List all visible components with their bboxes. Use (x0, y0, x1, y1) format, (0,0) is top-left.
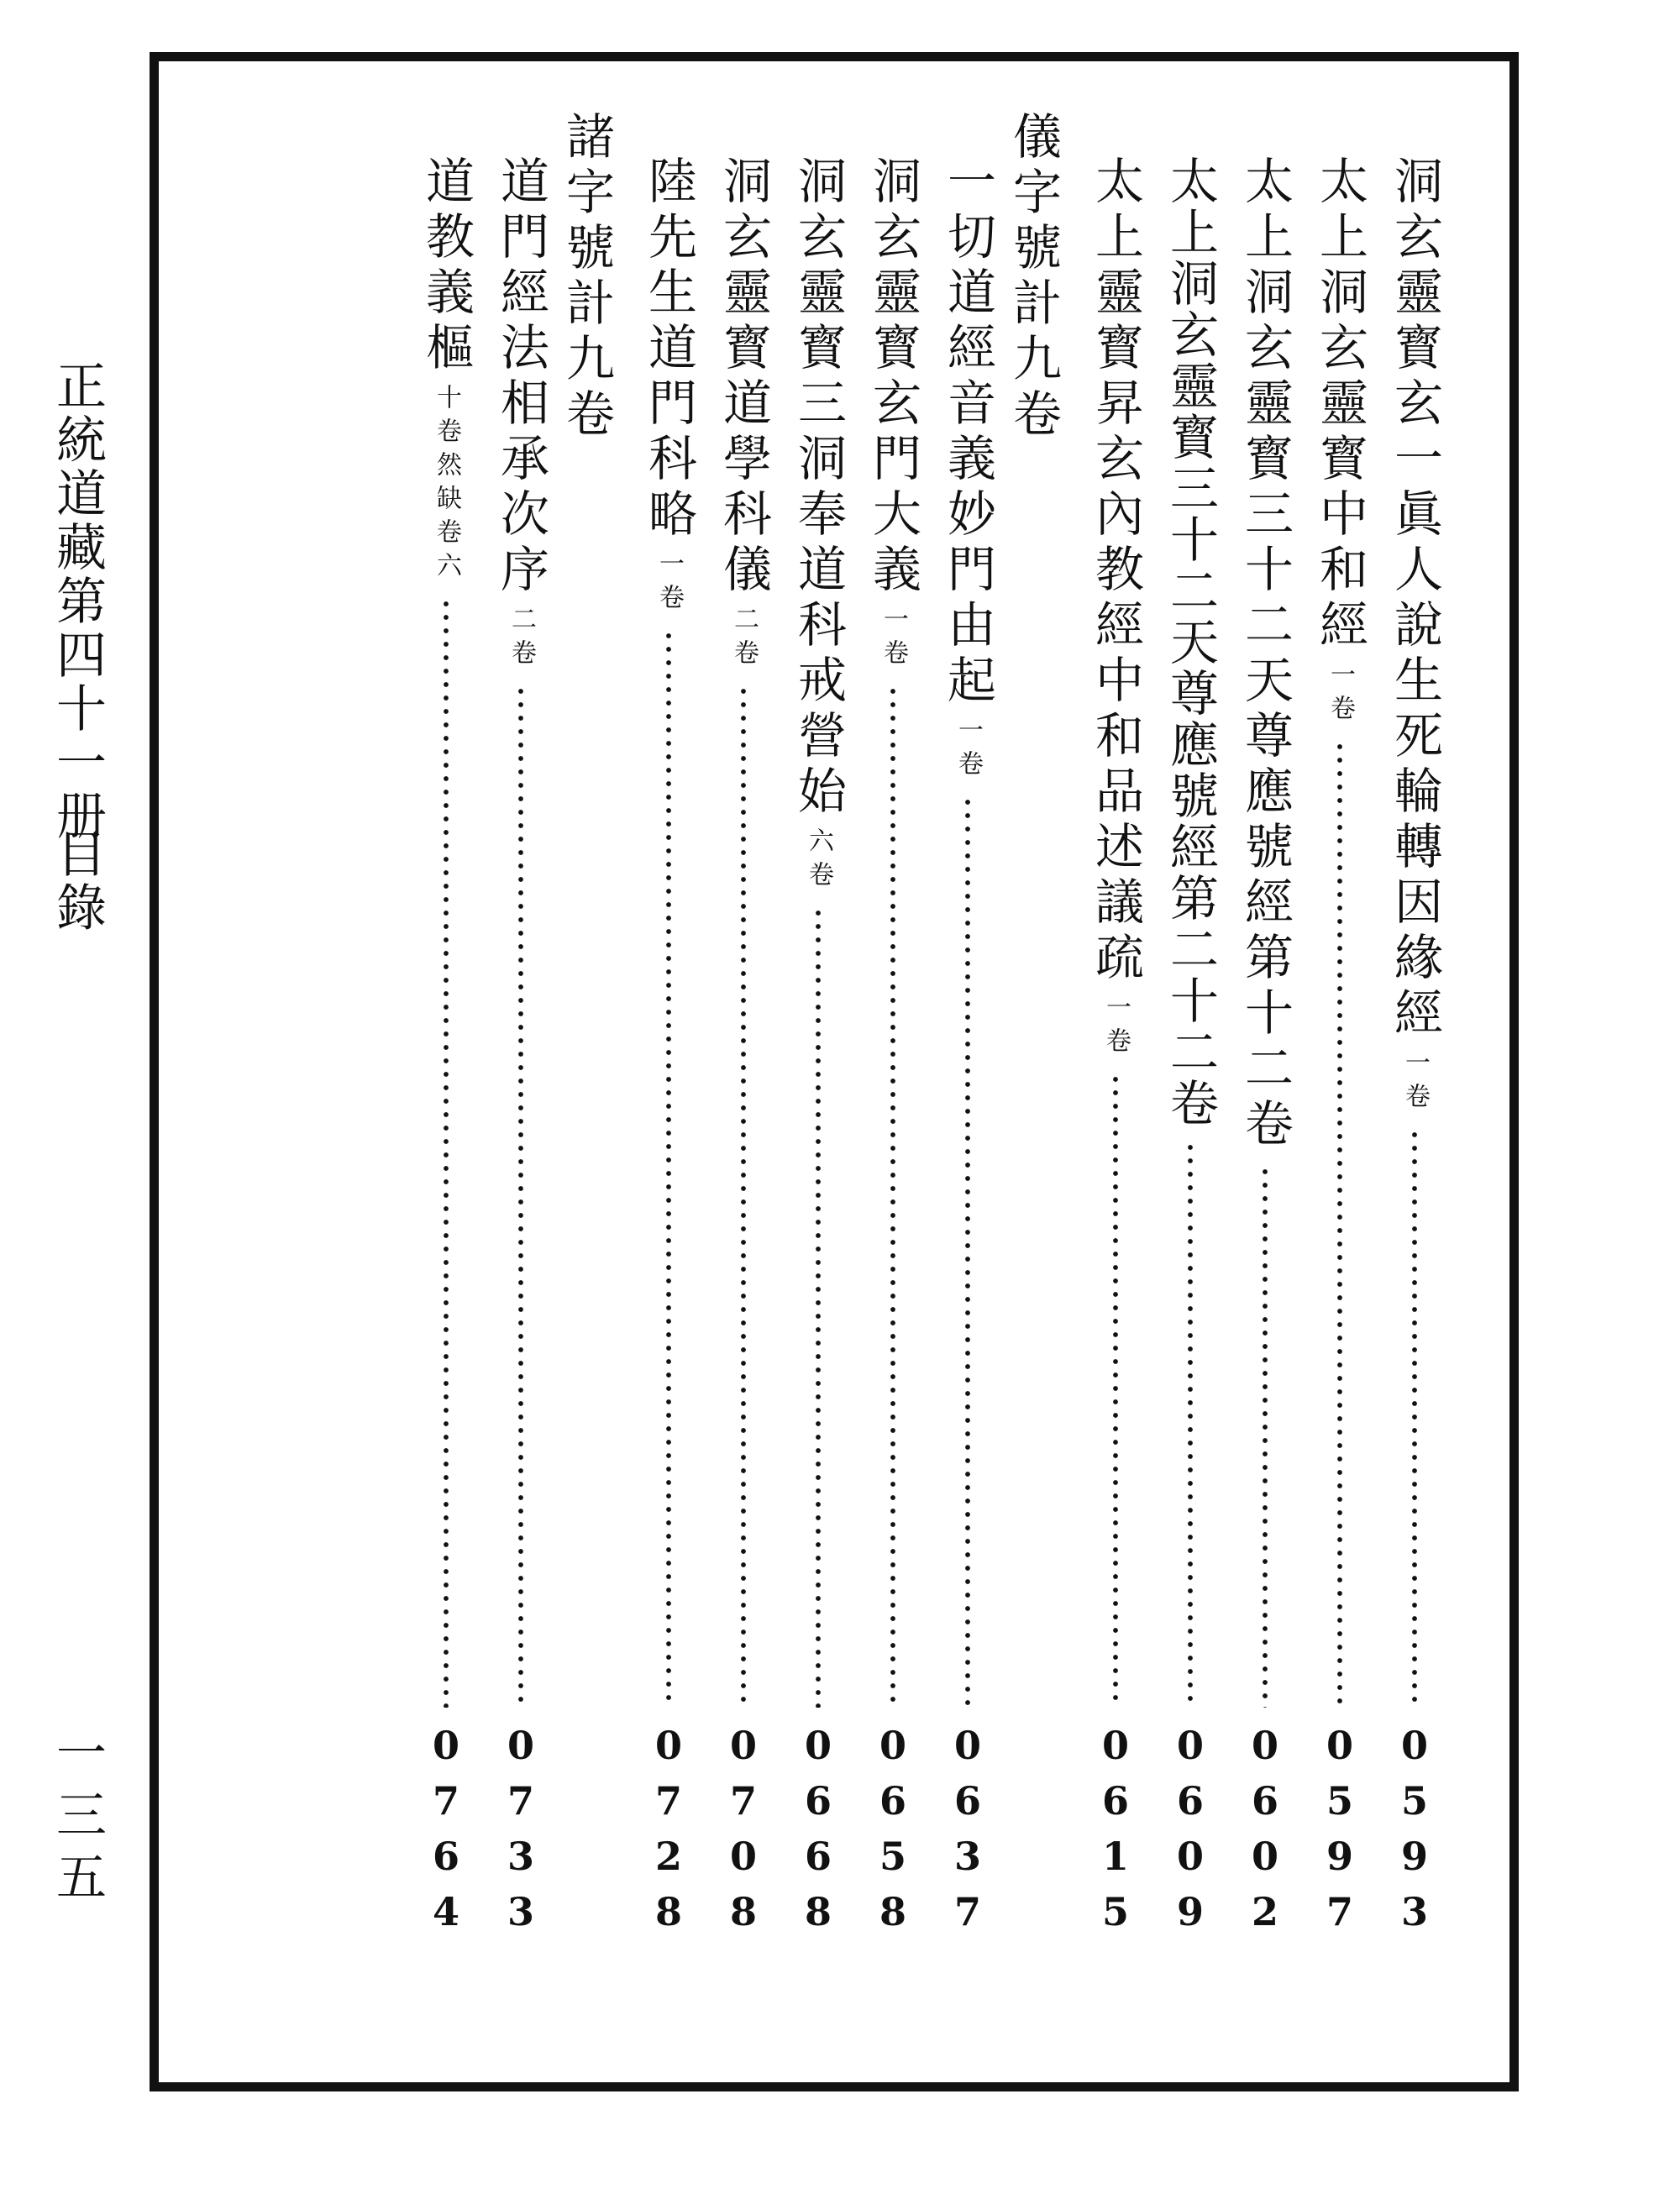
entry-page: 0602 (1242, 1723, 1288, 1944)
entry-title: 太上靈寳昇玄內教經中和品述議疏 (1087, 155, 1144, 987)
entry-page: 0609 (1168, 1723, 1213, 1944)
dot-leader (444, 597, 449, 1708)
entry-page: 0733 (498, 1723, 543, 1944)
entry-title: 陸先生道門科略 (640, 155, 697, 543)
toc-entry[interactable] (785, 155, 852, 1944)
entry-page: 0658 (870, 1723, 916, 1944)
entry-title: 洞玄靈寳玄門大義 (864, 155, 921, 599)
entry-volume: 一卷 (654, 550, 684, 617)
dot-leader (1263, 1165, 1268, 1708)
dot-leader (741, 685, 746, 1708)
entry-page: 0668 (795, 1723, 841, 1944)
dot-leader (1188, 1141, 1193, 1708)
page-number: 一三五 (48, 1726, 107, 1913)
entry-page: 0764 (423, 1723, 469, 1944)
toc-entry[interactable] (1381, 155, 1448, 1944)
entry-page: 0615 (1093, 1723, 1138, 1944)
toc-entry[interactable] (1082, 155, 1149, 1944)
entry-volume: 一卷 (1326, 661, 1355, 728)
dot-leader (666, 629, 671, 1708)
entry-volume: 一卷 (1400, 1049, 1430, 1116)
toc-entry[interactable] (1306, 155, 1373, 1944)
entry-title: 太上洞玄靈寳中和經 (1311, 155, 1368, 654)
dot-leader (890, 685, 895, 1708)
dot-leader (1337, 740, 1342, 1708)
dot-leader (518, 685, 523, 1708)
toc-entry[interactable] (859, 155, 927, 1944)
entry-page: 0637 (945, 1723, 990, 1944)
section-label: 目錄 (48, 827, 107, 935)
section-heading: 儀字號計九卷 (1005, 111, 1062, 443)
dot-leader (1412, 1128, 1417, 1708)
entry-title: 洞玄靈寳三洞奉道科戒營始 (790, 155, 847, 821)
entry-page: 0708 (721, 1723, 766, 1944)
entry-title: 洞玄靈寳玄一眞人說生死輪轉因緣經 (1386, 155, 1443, 1042)
dot-leader (1113, 1073, 1118, 1708)
toc-entry[interactable] (934, 155, 1001, 1944)
entry-title: 太上洞玄靈寳三十二天尊應號經第十二卷 (1236, 155, 1294, 1153)
entry-volume: 一卷 (1101, 994, 1131, 1061)
volume-title: 正統道藏第四十一册 (48, 360, 107, 843)
entry-volume: 一卷 (953, 716, 983, 784)
entry-volume: 六卷 (804, 827, 833, 895)
toc-entry[interactable] (1157, 155, 1224, 1944)
dot-leader (965, 795, 970, 1708)
entry-volume: 十卷然缺卷六 (432, 384, 461, 585)
entry-title: 洞玄靈寳道學科儀 (715, 155, 772, 599)
section-heading: 諸字號計九卷 (558, 111, 615, 443)
toc-entry[interactable] (635, 155, 702, 1944)
entry-volume: 二卷 (729, 606, 759, 673)
toc-entry[interactable] (1231, 155, 1299, 1944)
entry-page: 0597 (1317, 1723, 1362, 1944)
toc-entry[interactable] (412, 155, 480, 1944)
entry-title: 太上洞玄靈寳三十二天尊應號經第二十二卷 (1162, 155, 1219, 1129)
entry-page: 0593 (1392, 1723, 1437, 1944)
toc-entry[interactable] (487, 155, 554, 1944)
entry-page: 0728 (646, 1723, 691, 1944)
entry-volume: 一卷 (879, 606, 908, 673)
entry-volume: 二卷 (507, 606, 536, 673)
entry-title: 道門經法相承次序 (492, 155, 549, 599)
toc-entry[interactable] (710, 155, 777, 1944)
dot-leader (816, 906, 821, 1708)
entry-title: 道教義樞 (417, 155, 475, 377)
entry-title: 一切道經音義妙門由起 (939, 155, 996, 710)
